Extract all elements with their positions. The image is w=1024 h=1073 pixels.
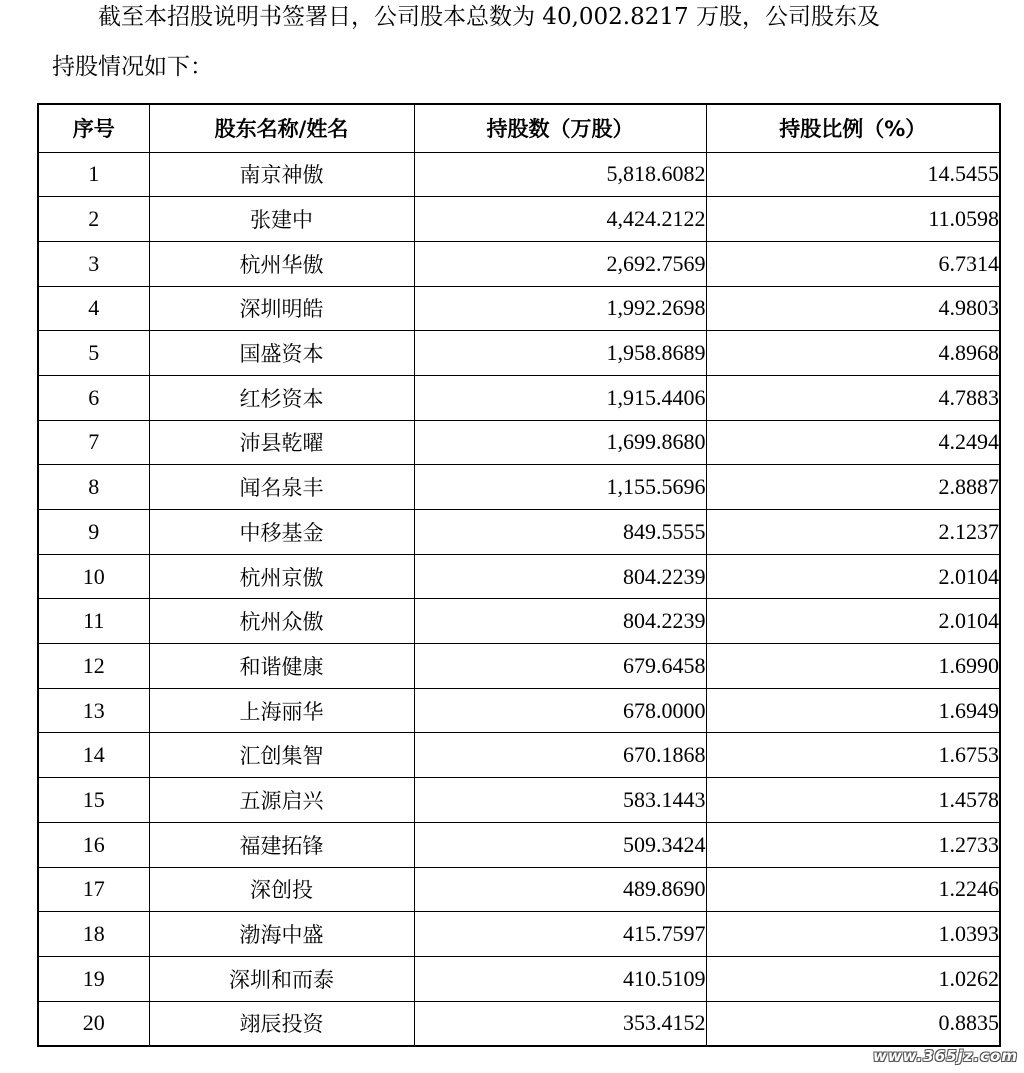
table-row [38, 554, 1000, 599]
table-row [38, 465, 1000, 510]
row-ratio: 2.1237 [706, 510, 1000, 555]
row-holder-name: 沛县乾曜 [149, 420, 414, 465]
row-holder-name: 翊辰投资 [149, 1001, 414, 1046]
row-index: 7 [38, 420, 149, 465]
table-header-row [38, 104, 1000, 152]
row-ratio: 2.0104 [706, 599, 1000, 644]
row-index: 2 [38, 197, 149, 242]
row-shares: 410.5109 [414, 956, 706, 1001]
table-row [38, 778, 1000, 823]
row-holder-name: 张建中 [149, 197, 414, 242]
row-holder-name: 五源启兴 [149, 778, 414, 823]
table-row [38, 510, 1000, 555]
row-holder-name: 红杉资本 [149, 375, 414, 420]
shareholder-table [37, 103, 1001, 1047]
row-shares: 804.2239 [414, 554, 706, 599]
row-holder-name: 国盛资本 [149, 331, 414, 376]
row-holder-name: 深创投 [149, 867, 414, 912]
table-row [38, 956, 1000, 1001]
row-holder-name: 福建拓锋 [149, 822, 414, 867]
table-row [38, 331, 1000, 376]
row-holder-name: 南京神傲 [149, 152, 414, 197]
row-holder-name: 中移基金 [149, 510, 414, 555]
row-holder-name: 深圳明皓 [149, 286, 414, 331]
row-holder-name: 杭州众傲 [149, 599, 414, 644]
row-index: 8 [38, 465, 149, 510]
row-shares: 1,699.8680 [414, 420, 706, 465]
row-shares: 678.0000 [414, 688, 706, 733]
table-row [38, 197, 1000, 242]
row-holder-name: 杭州华傲 [149, 241, 414, 286]
row-ratio: 4.7883 [706, 375, 1000, 420]
table-row [38, 599, 1000, 644]
row-holder-name: 和谐健康 [149, 644, 414, 689]
row-shares: 679.6458 [414, 644, 706, 689]
row-holder-name: 杭州京傲 [149, 554, 414, 599]
watermark-text: www.365jz.com [872, 1047, 1018, 1065]
table-row [38, 420, 1000, 465]
row-shares: 1,992.2698 [414, 286, 706, 331]
row-ratio: 2.0104 [706, 554, 1000, 599]
row-ratio: 14.5455 [706, 152, 1000, 197]
row-shares: 4,424.2122 [414, 197, 706, 242]
row-index: 12 [38, 644, 149, 689]
row-holder-name: 汇创集智 [149, 733, 414, 778]
row-index: 11 [38, 599, 149, 644]
row-index: 1 [38, 152, 149, 197]
row-index: 5 [38, 331, 149, 376]
row-shares: 353.4152 [414, 1001, 706, 1046]
table-row [38, 152, 1000, 197]
header-holder-name: 股东名称/姓名 [149, 104, 414, 152]
row-ratio: 1.6990 [706, 644, 1000, 689]
row-shares: 1,155.5696 [414, 465, 706, 510]
row-shares: 415.7597 [414, 912, 706, 957]
row-index: 18 [38, 912, 149, 957]
row-ratio: 1.6753 [706, 733, 1000, 778]
table-row [38, 241, 1000, 286]
table-row [38, 733, 1000, 778]
row-index: 19 [38, 956, 149, 1001]
row-holder-name: 上海丽华 [149, 688, 414, 733]
row-ratio: 4.2494 [706, 420, 1000, 465]
row-ratio: 1.2733 [706, 822, 1000, 867]
row-index: 16 [38, 822, 149, 867]
row-shares: 583.1443 [414, 778, 706, 823]
row-shares: 670.1868 [414, 733, 706, 778]
intro-line-2: 持股情况如下： [52, 54, 213, 80]
row-ratio: 1.0262 [706, 956, 1000, 1001]
row-ratio: 0.8835 [706, 1001, 1000, 1046]
row-ratio: 1.0393 [706, 912, 1000, 957]
row-shares: 2,692.7569 [414, 241, 706, 286]
row-index: 14 [38, 733, 149, 778]
table-row [38, 1001, 1000, 1046]
row-ratio: 11.0598 [706, 197, 1000, 242]
header-index: 序号 [38, 104, 149, 152]
table-row [38, 688, 1000, 733]
table-row [38, 644, 1000, 689]
row-holder-name: 渤海中盛 [149, 912, 414, 957]
row-ratio: 2.8887 [706, 465, 1000, 510]
row-index: 3 [38, 241, 149, 286]
row-index: 15 [38, 778, 149, 823]
intro-line-1: 截至本招股说明书签署日，公司股本总数为 40,002.8217 万股，公司股东及 [98, 4, 880, 30]
row-index: 9 [38, 510, 149, 555]
row-shares: 489.8690 [414, 867, 706, 912]
table-row [38, 286, 1000, 331]
row-index: 4 [38, 286, 149, 331]
row-shares: 1,958.8689 [414, 331, 706, 376]
row-shares: 1,915.4406 [414, 375, 706, 420]
row-index: 6 [38, 375, 149, 420]
row-index: 13 [38, 688, 149, 733]
row-shares: 5,818.6082 [414, 152, 706, 197]
table-row [38, 912, 1000, 957]
table-row [38, 822, 1000, 867]
row-ratio: 1.4578 [706, 778, 1000, 823]
row-index: 17 [38, 867, 149, 912]
row-index: 10 [38, 554, 149, 599]
row-ratio: 4.9803 [706, 286, 1000, 331]
row-holder-name: 闻名泉丰 [149, 465, 414, 510]
row-shares: 509.3424 [414, 822, 706, 867]
header-shares: 持股数（万股） [414, 104, 706, 152]
table-row [38, 867, 1000, 912]
row-ratio: 4.8968 [706, 331, 1000, 376]
row-index: 20 [38, 1001, 149, 1046]
row-ratio: 6.7314 [706, 241, 1000, 286]
row-ratio: 1.2246 [706, 867, 1000, 912]
row-holder-name: 深圳和而泰 [149, 956, 414, 1001]
row-shares: 849.5555 [414, 510, 706, 555]
table-row [38, 375, 1000, 420]
header-ratio: 持股比例（%） [706, 104, 1000, 152]
row-shares: 804.2239 [414, 599, 706, 644]
row-ratio: 1.6949 [706, 688, 1000, 733]
table-body [38, 152, 1000, 1046]
